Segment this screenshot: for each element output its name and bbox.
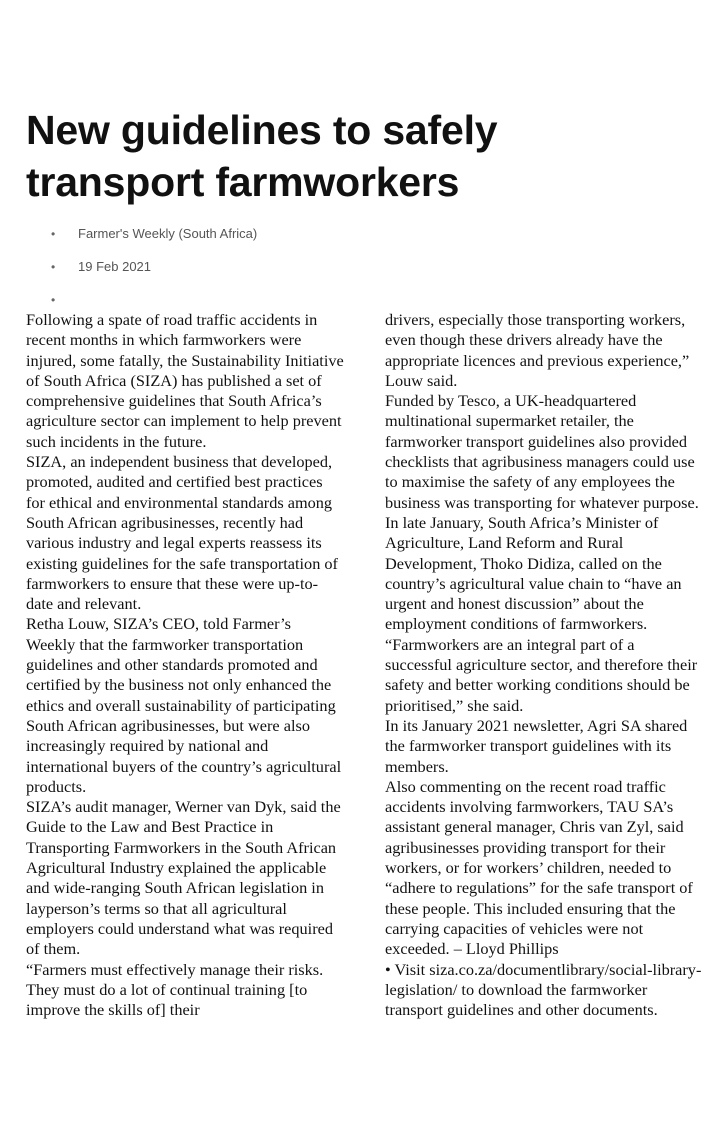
meta-empty-item xyxy=(0,290,720,307)
body-paragraph: Retha Louw, SIZA’s CEO, told Farmer’s Weekly that the farmworker transportation guidelines and other standards promoted and certified by the business not only enhanced the ethics and overall sustainability of participating South African agribusinesses, but were also increasingly required by national and international buyers of the country’s agricultural products. xyxy=(26,614,342,796)
body-paragraph: Following a spate of road traffic accidents in recent months in which farmworkers were injured, some fatally, the Sustainability Initiative of South Africa (SIZA) has published a set of comprehensive guidelines that South Africa’s agriculture sector can implement to help prevent such incidents in the future. xyxy=(26,310,344,451)
body-paragraph: drivers, especially those transporting workers, even though these drivers already have the appropriate licences and previous experience,” Louw said. xyxy=(385,310,690,390)
article-body-left-column xyxy=(26,310,344,1020)
meta-source-item xyxy=(0,224,720,244)
article-title: New guidelines to safely transport farmworkers xyxy=(26,107,498,205)
meta-date: 19 Feb 2021 xyxy=(78,259,152,274)
bullet-icon: • xyxy=(51,227,56,241)
body-paragraph: “Farmers must effectively manage their risks. They must do a lot of continual training [to improve the skills of] their xyxy=(26,959,324,1020)
body-paragraph: Funded by Tesco, a UK-headquartered multinational supermarket retailer, the farmworker transport guidelines also provided checklists that agribusiness managers could use to maximise the safety of any employees the business was transporting for whatever purpose. xyxy=(385,391,699,512)
body-paragraph: In late January, South Africa’s Minister of Agriculture, Land Reform and Rural Development, Thoko Didiza, called on the country’s agricultural value chain to “have an urgent and honest discussion” about the employment conditions of farmworkers. xyxy=(385,512,682,634)
bullet-icon: • xyxy=(51,260,56,274)
bullet-icon: • xyxy=(51,293,56,307)
article-body-right-column xyxy=(385,310,703,1020)
meta-source: Farmer's Weekly (South Africa) xyxy=(78,226,258,241)
body-paragraph: “Farmworkers are an integral part of a successful agriculture sector, and therefore their safety and better working conditions should be prioritised,” she said. xyxy=(385,634,698,715)
body-paragraph: SIZA, an independent business that developed, promoted, audited and certified best practices for ethical and environmental standards among South African agribusinesses, recently had various industry and legal experts reassess its existing guidelines for the safe transportation of farmworkers to ensure that these were up-to-date and relevant. xyxy=(26,452,338,614)
body-paragraph: SIZA’s audit manager, Werner van Dyk, said the Guide to the Law and Best Practice in Transporting Farmworkers in the South African Agricultural Industry explained the applicable and wide-ranging South African legislation in layperson’s terms so that all agricultural employers could understand what was required of them. xyxy=(26,797,341,959)
meta-date-item xyxy=(0,257,720,277)
body-paragraph: Also commenting on the recent road traffic accidents involving farmworkers, TAU SA’s assistant general manager, Chris van Zyl, said agribusinesses providing transport for their workers, or for workers’ children, needed to “adhere to regulations” for the safe transport of these people. This included ensuring that the carrying capacities of vehicles were not exceeded. – Lloyd Phillips xyxy=(385,776,693,959)
visit-link-paragraph: • Visit siza.co.za/documentlibrary/social-library-legislation/ to download the farmworker transport guidelines and other documents. xyxy=(385,959,702,1020)
body-paragraph: In its January 2021 newsletter, Agri SA shared the farmworker transport guidelines with its members. xyxy=(385,715,688,776)
article-meta-list xyxy=(0,224,720,307)
